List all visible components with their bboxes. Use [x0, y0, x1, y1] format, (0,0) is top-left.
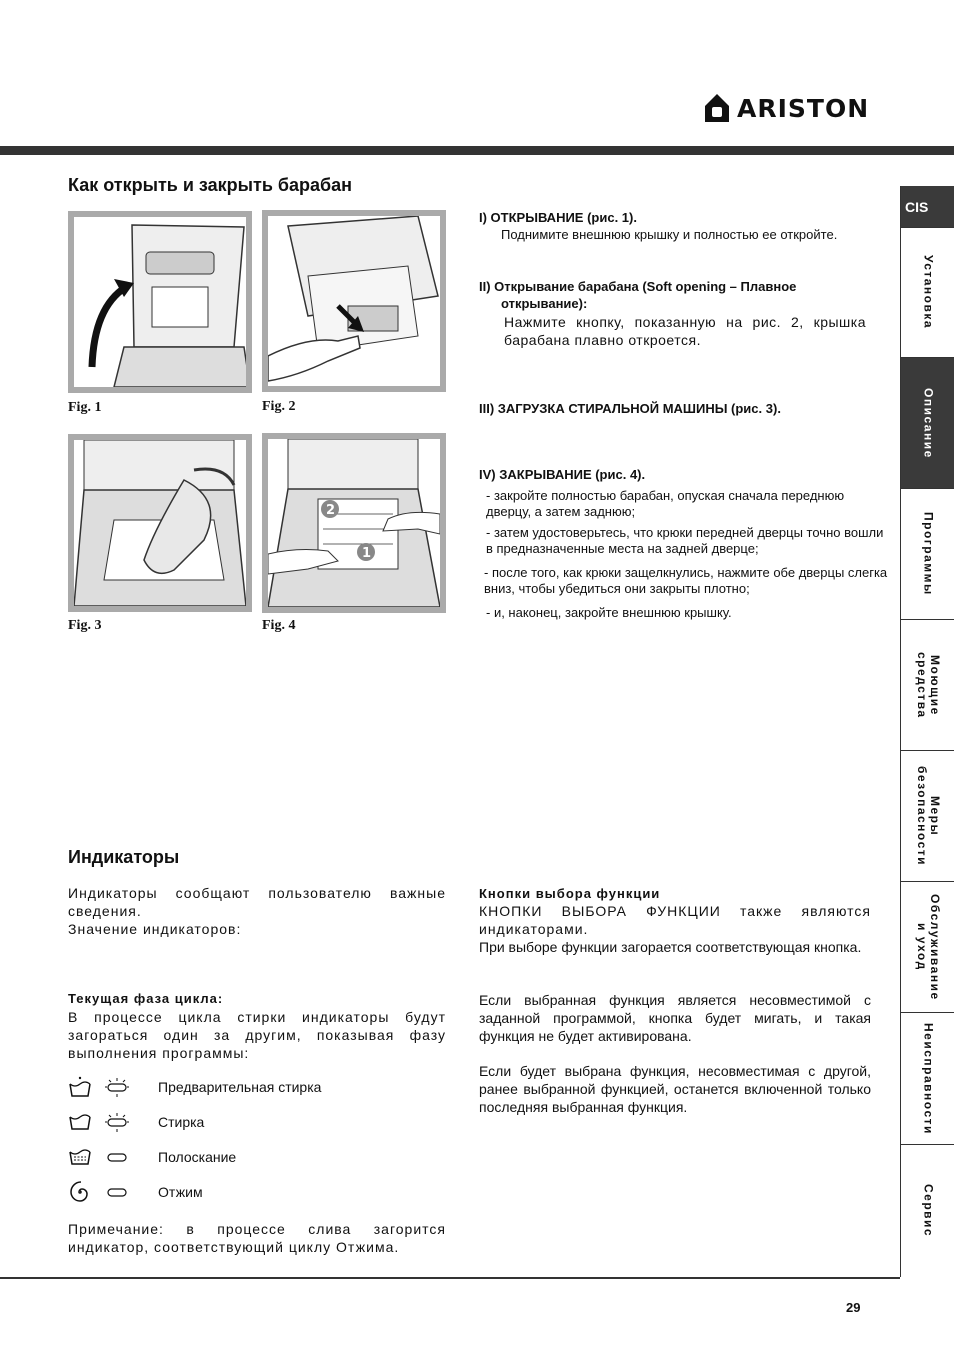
tab-cis[interactable] [901, 186, 954, 228]
wash-tub-icon [68, 1111, 92, 1133]
buttons-para-1: КНОПКИ ВЫБОРА ФУНКЦИИ также являются индикаторами. [479, 903, 871, 937]
rinse-tub-icon [68, 1146, 92, 1168]
indicator-spin [68, 1180, 398, 1204]
indicators-intro-2: Значение индикаторов: [68, 921, 242, 937]
page-number: 29 [846, 1300, 861, 1315]
fig-2-image [262, 210, 446, 392]
footer-line [0, 1277, 900, 1279]
fig-1-image [68, 211, 252, 393]
step-2-heading: II) Открывание барабана (Soft opening – Плавное [479, 279, 797, 294]
fig-2-label: Fig. 2 [262, 399, 296, 414]
tab-programs[interactable] [901, 489, 954, 620]
tab-detergents-label: Моющие средства [915, 651, 942, 719]
tab-safety-label: Меры безопасности [915, 765, 942, 867]
indicator-prewash-label: Предварительная стирка [158, 1079, 322, 1095]
drum-section-title: Как открыть и закрыть барабан [68, 175, 353, 195]
tab-detergents[interactable] [901, 620, 954, 751]
indicators-section-title: Индикаторы [68, 847, 180, 867]
led-off-icon [104, 1182, 130, 1202]
tab-safety[interactable] [901, 751, 954, 882]
buttons-heading: Кнопки выбора функции [479, 886, 661, 901]
tab-service[interactable] [901, 1145, 954, 1277]
indicator-rinse-label: Полоскание [158, 1149, 237, 1165]
indicator-spin-label: Отжим [158, 1184, 203, 1200]
tab-programs-label: Программы [921, 512, 936, 596]
step-4-heading: IV) ЗАКРЫВАНИЕ (рис. 4). [479, 467, 646, 482]
svg-text:2: 2 [326, 503, 336, 518]
ariston-logo [703, 92, 869, 124]
fig-3-label: Fig. 3 [68, 618, 102, 633]
step-4-bullet-2: - затем удостоверьтесь, что крюки передней дверцы точно вошли в предназначенные места на задней дверце; [486, 525, 884, 556]
tab-maintenance[interactable] [901, 882, 954, 1013]
tab-troubleshooting[interactable] [901, 1013, 954, 1145]
step-4-bullet-3: - после того, как крюки защелкнулись, нажмите обе дверцы слегка вниз, чтобы убедиться они закрыты плотно; [484, 565, 888, 596]
tab-installation[interactable] [901, 228, 954, 358]
buttons-para-2: При выборе функции загорается соответствующая кнопка. [479, 939, 862, 955]
indicator-wash [68, 1110, 398, 1134]
step-1-heading: I) ОТКРЫВАНИЕ (рис. 1). [479, 210, 637, 225]
svg-text:1: 1 [362, 546, 372, 561]
fig-4-label: Fig. 4 [262, 618, 296, 633]
step-2-heading-cont: открывание): [501, 296, 588, 311]
prewash-tub-icon [68, 1076, 92, 1098]
header-bar [0, 146, 954, 155]
indicator-prewash [68, 1075, 398, 1099]
step-4-bullet-4: - и, наконец, закройте внешнюю крышку. [486, 605, 732, 620]
brand-name: ARISTON [737, 93, 870, 123]
indicators-note: Примечание: в процессе слива загорится индикатор, соответствующий циклу Отжима. [68, 1221, 446, 1255]
tab-installation-label: Установка [921, 255, 936, 330]
buttons-para-4: Если будет выбрана функция, несовместимая с другой, ранее выбранной функцией, останется включенной только последняя выбранная функция. [479, 1063, 871, 1115]
house-logo-icon [703, 92, 731, 124]
led-blinking-icon [104, 1077, 130, 1097]
phase-text: В процессе цикла стирки индикаторы будут загораться один за другим, показывая фазу выполнения программы: [68, 1009, 446, 1061]
tab-service-label: Сервис [921, 1184, 936, 1238]
tab-cis-label: CIS [905, 198, 929, 215]
led-blinking-icon [104, 1112, 130, 1132]
indicator-rinse [68, 1145, 398, 1169]
spin-spiral-icon [68, 1180, 92, 1204]
indicators-intro: Индикаторы сообщают пользователю важные сведения. [68, 885, 446, 919]
step-2-text: Нажмите кнопку, показанную на рис. 2, крышка барабана плавно откроется. [504, 314, 866, 348]
led-off-icon [104, 1147, 130, 1167]
fig-3-image [68, 434, 252, 612]
tab-description-label: Описание [921, 387, 936, 459]
fig-1-label: Fig. 1 [68, 400, 102, 415]
phase-heading: Текущая фаза цикла: [68, 991, 224, 1006]
buttons-para-3: Если выбранная функция является несовместимой с заданной программой, кнопка будет мигать, и такая функция не будет активирована. [479, 992, 871, 1044]
indicator-wash-label: Стирка [158, 1114, 205, 1130]
fig-4-image [262, 433, 446, 613]
tab-maintenance-label: Обслуживание и уход [915, 893, 942, 1001]
step-3-heading: III) ЗАГРУЗКА СТИРАЛЬНОЙ МАШИНЫ (рис. 3). [479, 401, 781, 416]
side-tabs [900, 186, 954, 1277]
step-1-text: Поднимите внешнюю крышку и полностью ее откройте. [501, 227, 838, 242]
tab-description[interactable] [901, 358, 954, 489]
tab-troubleshooting-label: Неисправности [921, 1022, 936, 1135]
step-4-bullet-1: - закройте полностью барабан, опуская сначала переднюю дверцу, а затем заднюю; [486, 488, 845, 519]
